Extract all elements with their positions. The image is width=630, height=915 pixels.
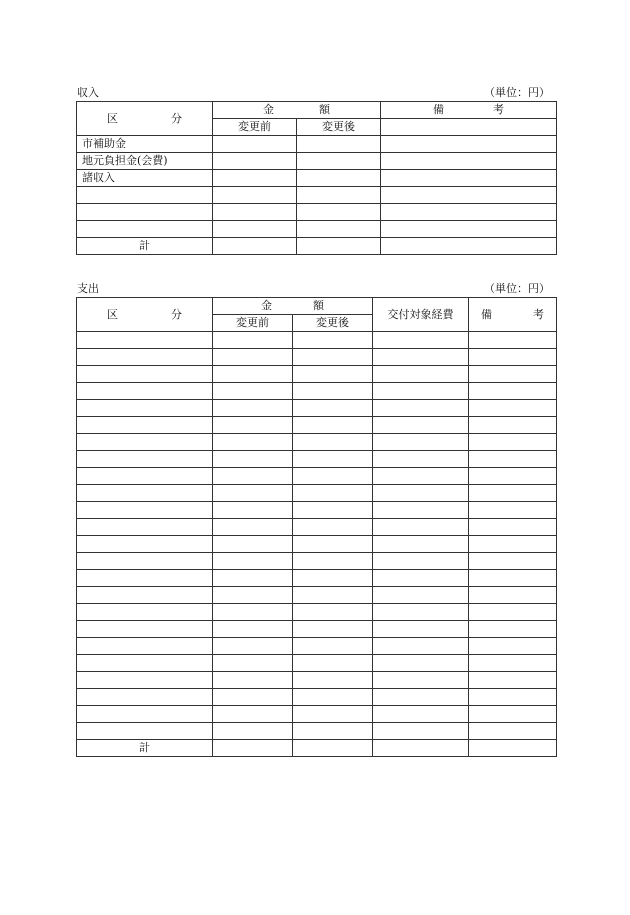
expense-remarks-cell [469,655,557,672]
income-row-label: 地元負担金(会費) [77,153,213,170]
expense-row [77,332,557,349]
expense-subsidy-cell [373,723,469,740]
expense-after-cell [293,332,373,349]
expense-subsidy-cell [373,451,469,468]
expense-category-cell [77,689,213,706]
expense-category-cell [77,332,213,349]
expense-subsidy-cell [373,536,469,553]
expense-row [77,570,557,587]
income-before-cell [213,170,297,187]
expense-category-cell [77,655,213,672]
expense-category-cell [77,417,213,434]
expense-category-cell [77,604,213,621]
expense-row [77,655,557,672]
expense-category-cell [77,468,213,485]
expense-before-cell [213,536,293,553]
expense-row [77,502,557,519]
income-row-label: 市補助金 [77,136,213,153]
expense-remarks-cell [469,485,557,502]
expense-remarks-cell [469,400,557,417]
income-table [76,101,557,255]
income-remarks-cell [381,221,557,238]
expense-row [77,706,557,723]
income-total-row [77,238,557,255]
expense-row [77,536,557,553]
expense-total-remarks [469,740,557,757]
expense-before-cell [213,451,293,468]
income-row-label: 諸収入 [77,170,213,187]
expense-remarks-cell [469,723,557,740]
expense-before-cell [213,400,293,417]
expense-row [77,519,557,536]
expense-before-cell [213,672,293,689]
expense-row [77,638,557,655]
expense-before-cell [213,604,293,621]
expense-remarks-cell [469,621,557,638]
expense-row [77,417,557,434]
expense-subsidy-cell [373,570,469,587]
income-row [77,170,557,187]
expense-subsidy-cell [373,400,469,417]
expense-row [77,621,557,638]
expense-after-cell [293,553,373,570]
income-row [77,204,557,221]
income-row-label [77,221,213,238]
expense-after-cell [293,502,373,519]
expense-subsidy-cell [373,706,469,723]
expense-category-cell [77,536,213,553]
expense-row [77,366,557,383]
remarks-sub-cell [381,119,557,136]
expense-subsidy-cell [373,672,469,689]
expense-after-cell [293,604,373,621]
expense-subsidy-cell [373,485,469,502]
expense-after-cell [293,706,373,723]
expense-row [77,723,557,740]
expense-after-cell [293,485,373,502]
expense-before-cell [213,349,293,366]
expense-after-cell [293,366,373,383]
expense-subsidy-cell [373,434,469,451]
income-row [77,136,557,153]
expense-before-cell [213,689,293,706]
expense-before-cell [213,366,293,383]
income-before-cell [213,204,297,221]
before-change-header: 変更前 [213,119,297,136]
income-after-cell [297,136,381,153]
expense-category-cell [77,383,213,400]
income-before-cell [213,136,297,153]
expense-row [77,451,557,468]
expense-after-cell [293,383,373,400]
income-row [77,221,557,238]
expense-remarks-cell [469,417,557,434]
expense-subsidy-cell [373,366,469,383]
expense-before-cell [213,723,293,740]
remarks-header: 備 考 [469,298,557,332]
income-total-label: 計 [77,238,213,255]
expense-after-cell [293,689,373,706]
expense-subsidy-cell [373,519,469,536]
expense-after-cell [293,655,373,672]
amount-header: 金 額 [213,298,373,315]
income-after-cell [297,170,381,187]
income-after-cell [297,221,381,238]
expense-category-cell [77,366,213,383]
income-unit-label: （単位：円） [484,86,550,99]
expense-remarks-cell [469,434,557,451]
expense-before-cell [213,570,293,587]
expense-subsidy-cell [373,553,469,570]
expense-before-cell [213,417,293,434]
income-row [77,153,557,170]
expense-remarks-cell [469,706,557,723]
income-remarks-cell [381,136,557,153]
expense-after-cell [293,417,373,434]
expense-category-cell [77,638,213,655]
income-row-label [77,187,213,204]
after-change-header: 変更後 [297,119,381,136]
expense-category-cell [77,706,213,723]
expense-subsidy-cell [373,502,469,519]
income-after-cell [297,204,381,221]
expense-remarks-cell [469,638,557,655]
expense-category-cell [77,485,213,502]
expense-row [77,383,557,400]
expense-total-subsidy [373,740,469,757]
expense-row [77,604,557,621]
expense-before-cell [213,502,293,519]
expense-subsidy-cell [373,638,469,655]
expense-after-cell [293,451,373,468]
income-total-remarks [381,238,557,255]
expense-row [77,349,557,366]
expense-remarks-cell [469,536,557,553]
expense-total-before [213,740,293,757]
expense-category-cell [77,621,213,638]
income-remarks-cell [381,170,557,187]
expense-after-cell [293,519,373,536]
expense-before-cell [213,638,293,655]
after-change-header: 変更後 [293,315,373,332]
expense-row [77,485,557,502]
expense-after-cell [293,587,373,604]
expense-remarks-cell [469,451,557,468]
expense-before-cell [213,332,293,349]
subsidy-target-header: 交付対象経費 [373,298,469,332]
expense-remarks-cell [469,672,557,689]
expense-row [77,587,557,604]
remarks-header: 備 考 [381,102,557,119]
expense-after-cell [293,536,373,553]
expense-row [77,672,557,689]
expense-before-cell [213,468,293,485]
expense-after-cell [293,349,373,366]
expense-unit-label: （単位：円） [484,282,550,295]
expense-subsidy-cell [373,349,469,366]
expense-subsidy-cell [373,417,469,434]
expense-total-after [293,740,373,757]
expense-subsidy-cell [373,655,469,672]
expense-category-cell [77,434,213,451]
income-remarks-cell [381,187,557,204]
expense-subsidy-cell [373,383,469,400]
expense-remarks-cell [469,383,557,400]
expense-before-cell [213,434,293,451]
expense-subsidy-cell [373,604,469,621]
expense-after-cell [293,672,373,689]
income-total-after [297,238,381,255]
expense-before-cell [213,485,293,502]
expense-total-row [77,740,557,757]
expense-category-cell [77,502,213,519]
income-remarks-cell [381,153,557,170]
expense-before-cell [213,655,293,672]
expense-subsidy-cell [373,332,469,349]
income-before-cell [213,221,297,238]
income-after-cell [297,187,381,204]
expense-remarks-cell [469,332,557,349]
expense-before-cell [213,519,293,536]
expense-subsidy-cell [373,587,469,604]
expense-row [77,689,557,706]
expense-after-cell [293,723,373,740]
category-header: 区 分 [77,298,213,332]
income-after-cell [297,153,381,170]
income-before-cell [213,187,297,204]
expense-before-cell [213,587,293,604]
expense-remarks-cell [469,570,557,587]
before-change-header: 変更前 [213,315,293,332]
expense-after-cell [293,468,373,485]
income-row [77,187,557,204]
expense-table [76,297,557,757]
expense-subsidy-cell [373,689,469,706]
expense-remarks-cell [469,587,557,604]
expense-category-cell [77,400,213,417]
expense-before-cell [213,621,293,638]
expense-total-label: 計 [77,740,213,757]
expense-remarks-cell [469,553,557,570]
expense-remarks-cell [469,502,557,519]
expense-before-cell [213,706,293,723]
expense-remarks-cell [469,604,557,621]
expense-remarks-cell [469,689,557,706]
expense-remarks-cell [469,366,557,383]
expense-remarks-cell [469,468,557,485]
expense-category-cell [77,553,213,570]
expense-remarks-cell [469,349,557,366]
income-title: 収入 [77,86,99,99]
expense-category-cell [77,570,213,587]
expense-category-cell [77,672,213,689]
amount-header: 金 額 [213,102,381,119]
expense-row [77,434,557,451]
expense-after-cell [293,570,373,587]
expense-after-cell [293,638,373,655]
expense-after-cell [293,400,373,417]
income-row-label [77,204,213,221]
expense-remarks-cell [469,519,557,536]
expense-after-cell [293,434,373,451]
expense-category-cell [77,519,213,536]
expense-title: 支出 [77,282,99,295]
expense-subsidy-cell [373,468,469,485]
expense-subsidy-cell [373,621,469,638]
expense-row [77,400,557,417]
expense-row [77,553,557,570]
expense-category-cell [77,587,213,604]
expense-after-cell [293,621,373,638]
expense-row [77,468,557,485]
income-before-cell [213,153,297,170]
expense-category-cell [77,349,213,366]
income-remarks-cell [381,204,557,221]
income-total-before [213,238,297,255]
expense-before-cell [213,383,293,400]
category-header: 区 分 [77,102,213,136]
expense-category-cell [77,451,213,468]
expense-before-cell [213,553,293,570]
expense-category-cell [77,723,213,740]
